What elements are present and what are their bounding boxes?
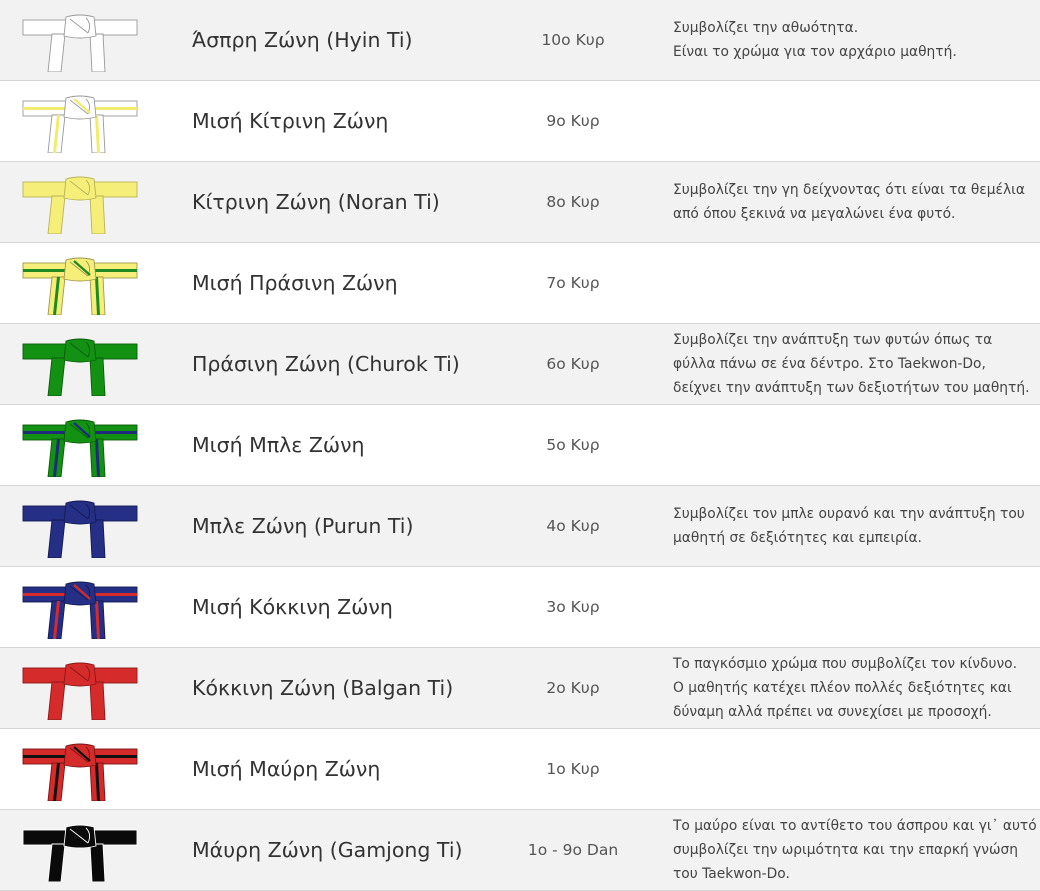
belt-row: [0, 729, 1040, 810]
belt-right-tail: [90, 34, 105, 72]
description-line: φύλλα πάνω σε ένα δέντρο. Στο Taekwon-Do,: [673, 356, 986, 372]
description-line: Ο μαθητής κατέχει πλέον πολλές δεξιότητες και: [673, 680, 1012, 696]
belt-description: [673, 810, 1035, 890]
belt-row: [0, 486, 1040, 567]
belt-right-tail: [90, 520, 105, 558]
belt-icon: [22, 174, 138, 234]
belt-rank: 5ο Κυρ: [546, 436, 600, 454]
belt-row: [0, 243, 1040, 324]
belt-icon: [22, 579, 138, 639]
belt-left-tail: [48, 844, 65, 882]
belt-name: Μισή Μαύρη Ζώνη: [192, 757, 381, 781]
description-line: Συμβολίζει τον μπλε ουρανό και την ανάπτυξη του: [673, 506, 1025, 522]
belt-rank: 9ο Κυρ: [546, 112, 600, 130]
belt-description-text: [673, 502, 1025, 550]
belt-description-text: [673, 178, 1025, 226]
belt-name: Μάυρη Ζώνη (Gamjong Ti): [192, 838, 463, 862]
belt-row: [0, 324, 1040, 405]
belt-row: [0, 648, 1040, 729]
belt-rank: 10ο Κυρ: [541, 31, 605, 49]
belt-left-tail: [48, 358, 65, 396]
belt-description-text: [673, 328, 1029, 400]
belt-name: Μισή Μπλε Ζώνη: [192, 433, 365, 457]
belt-description: [673, 567, 1035, 647]
belt-right-tail: [90, 682, 105, 720]
belt-name: Μισή Κόκκινη Ζώνη: [192, 595, 393, 619]
belt-icon: [22, 822, 138, 882]
belt-description: [673, 486, 1035, 566]
belt-icon: [22, 12, 138, 72]
belt-row: [0, 162, 1040, 243]
belt-left-tail: [48, 520, 65, 558]
description-line: Συμβολίζει την γη δείχνοντας ότι είναι τα θεμέλια: [673, 182, 1025, 198]
belt-name: Μισή Πράσινη Ζώνη: [192, 271, 398, 295]
belt-icon: [22, 660, 138, 720]
belt-left-tail: [48, 196, 65, 234]
belt-right-tail: [90, 196, 105, 234]
description-line: του Taekwon-Do.: [673, 866, 790, 882]
description-line: δύναμη αλλά πρέπει να συνεχίσει με προσοχή.: [673, 704, 992, 720]
belt-description: [673, 243, 1035, 323]
belt-description: [673, 648, 1035, 728]
belt-rank: 2ο Κυρ: [546, 679, 600, 697]
belt-right-tail: [90, 358, 105, 396]
belt-description: [673, 324, 1035, 404]
belt-rank: 4ο Κυρ: [546, 517, 600, 535]
belt-rank: 3ο Κυρ: [546, 598, 600, 616]
belt-rank: 1ο - 9ο Dan: [527, 841, 619, 859]
belt-description: [673, 729, 1035, 809]
belt-description-text: [673, 16, 957, 64]
belt-icon: [22, 255, 138, 315]
belt-name: Κόκκινη Ζώνη (Balgan Ti): [192, 676, 454, 700]
description-line: Είναι το χρώμα για τον αρχάριο μαθητή.: [673, 44, 957, 60]
description-line: δείχνει την ανάπτυξη των δεξιοτήτων του μαθητή.: [673, 380, 1030, 396]
belt-rank: 7ο Κυρ: [546, 274, 600, 292]
belt-row: [0, 810, 1040, 891]
description-line: από όπου ξεκινά να μεγαλώνει ένα φυτό.: [673, 206, 956, 222]
belt-description: [673, 405, 1035, 485]
belt-name: Άσπρη Ζώνη (Hyin Ti): [192, 28, 413, 52]
belt-description: [673, 162, 1035, 242]
belt-name: Πράσινη Ζώνη (Churok Ti): [192, 352, 460, 376]
belt-right-tail: [90, 844, 105, 882]
belt-icon: [22, 93, 138, 153]
description-line: Το παγκόσμιο χρώμα που συμβολίζει τον κίνδυνο.: [673, 656, 1017, 672]
belt-description-text: [673, 814, 1037, 886]
description-line: Συμβολίζει την αθωότητα.: [673, 20, 859, 36]
belt-description: [673, 81, 1035, 161]
belt-name: Κίτρινη Ζώνη (Noran Ti): [192, 190, 440, 214]
belt-name: Μισή Κίτρινη Ζώνη: [192, 109, 389, 133]
belt-description: [673, 0, 1035, 80]
belt-icon: [22, 741, 138, 801]
belt-left-tail: [48, 34, 65, 72]
belt-row: [0, 0, 1040, 81]
description-line: Συμβολίζει την ανάπτυξη των φυτών όπως τα: [673, 332, 993, 348]
description-line: Το μαύρο είναι το αντίθετο του άσπρου και γι᾽ αυτό: [673, 818, 1037, 834]
belt-left-tail: [48, 682, 65, 720]
belt-row: [0, 81, 1040, 162]
belt-row: [0, 405, 1040, 486]
belt-icon: [22, 417, 138, 477]
belt-row: [0, 567, 1040, 648]
description-line: μαθητή σε δεξιότητες και εμπειρία.: [673, 530, 922, 546]
belt-rank: 8ο Κυρ: [546, 193, 600, 211]
belt-icon: [22, 336, 138, 396]
belt-rank: 1ο Κυρ: [546, 760, 600, 778]
description-line: συμβολίζει την ωριμότητα και την επαρκή γνώση: [673, 842, 1018, 858]
belt-description-text: [673, 652, 1017, 724]
belt-name: Μπλε Ζώνη (Purun Ti): [192, 514, 414, 538]
belt-rank: 6ο Κυρ: [546, 355, 600, 373]
belt-icon: [22, 498, 138, 558]
